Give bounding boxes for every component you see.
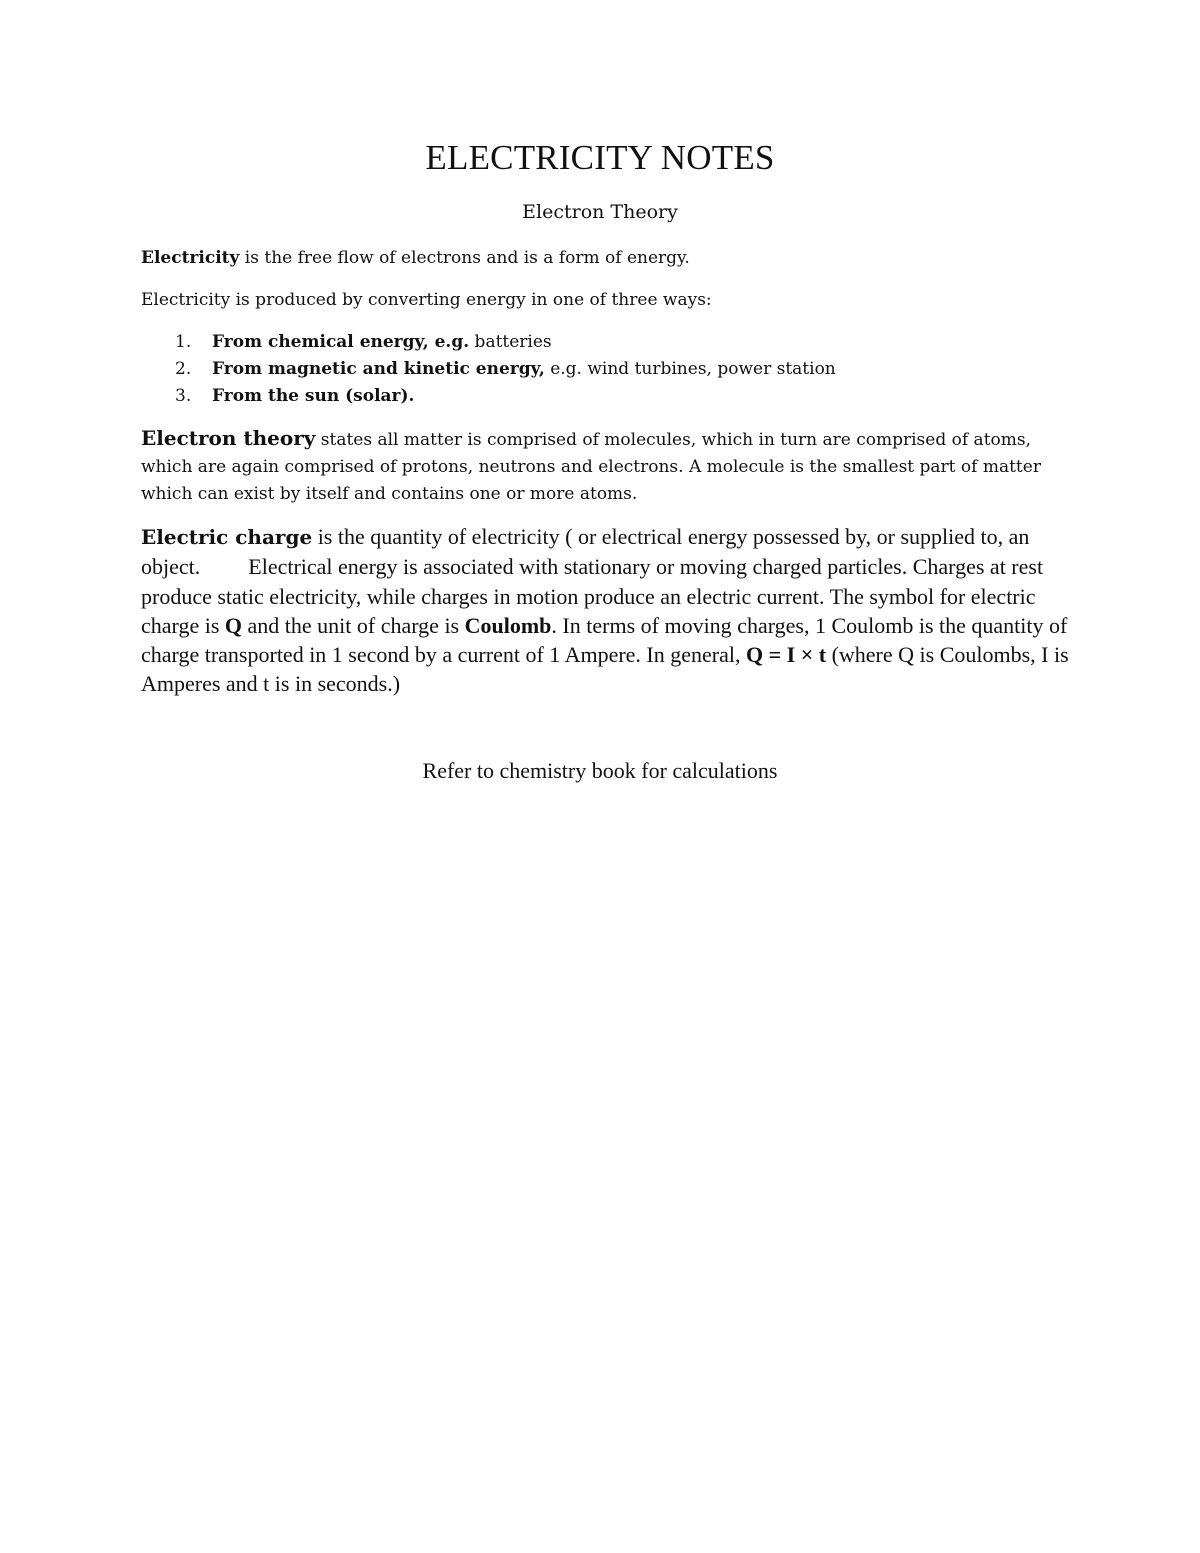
charge-text-1: is the quantity of electricity ( or electrical energy possessed by, or supplied to, an object.: [141, 524, 1030, 580]
list-number: 2.: [175, 359, 192, 379]
page-title: ELECTRICITY NOTES: [425, 138, 775, 177]
electron-theory-text: states all matter is comprised of molecules, which in turn are comprised of atoms, which are again comprised of protons, neutrons and electrons. A molecule is the smallest part of matter which can exist by itself and contains one or more atoms.: [141, 430, 1041, 504]
unit-coulomb: Coulomb: [464, 612, 552, 638]
energy-sources-list: [175, 329, 1035, 410]
list-item: [175, 383, 1035, 410]
charge-text-3: and the unit of charge is: [242, 612, 465, 638]
paragraph-electric-charge: [141, 522, 1071, 699]
paragraph-electricity-definition: [141, 245, 1061, 272]
definition-text: is the free flow of electrons and is a form of energy.: [239, 248, 690, 268]
term-electron-theory: Electron theory: [141, 426, 316, 450]
refer-note: Refer to chemistry book for calculations: [422, 758, 778, 783]
paragraph-electron-theory: [141, 425, 1061, 508]
list-item: [175, 329, 1035, 356]
list-item-bold: From the sun (solar).: [212, 386, 415, 406]
charge-text-4: . In terms of moving charges, 1 Coulomb is the quantity of charge transported in 1 second by a current of 1 Ampere. In general,: [141, 612, 1068, 668]
list-item-bold: From chemical energy, e.g.: [212, 332, 470, 352]
charge-text-5: (where Q is Coulombs, I is Amperes and t is in seconds.): [141, 642, 1069, 697]
list-item-text: batteries: [469, 332, 552, 352]
list-number: 1.: [175, 332, 192, 352]
page-subtitle: Electron Theory: [522, 201, 678, 223]
term-electricity: Electricity: [141, 248, 240, 268]
term-electric-charge: Electric charge: [141, 525, 313, 549]
symbol-q: Q: [224, 612, 243, 638]
list-item-bold: From magnetic and kinetic energy,: [212, 359, 545, 379]
charge-text-2: Electrical energy is associated with stationary or moving charged particles. Charges at rest produce static electricity, while charges in motion produce an electric current. The symbol for electric charge is: [141, 554, 1044, 638]
list-number: 3.: [175, 386, 192, 406]
list-item: [175, 356, 1035, 383]
list-item-text: e.g. wind turbines, power station: [544, 359, 836, 379]
paragraph-production-intro: Electricity is produced by converting energy in one of three ways:: [141, 290, 712, 310]
charge-formula: Q = I × t: [745, 642, 827, 668]
